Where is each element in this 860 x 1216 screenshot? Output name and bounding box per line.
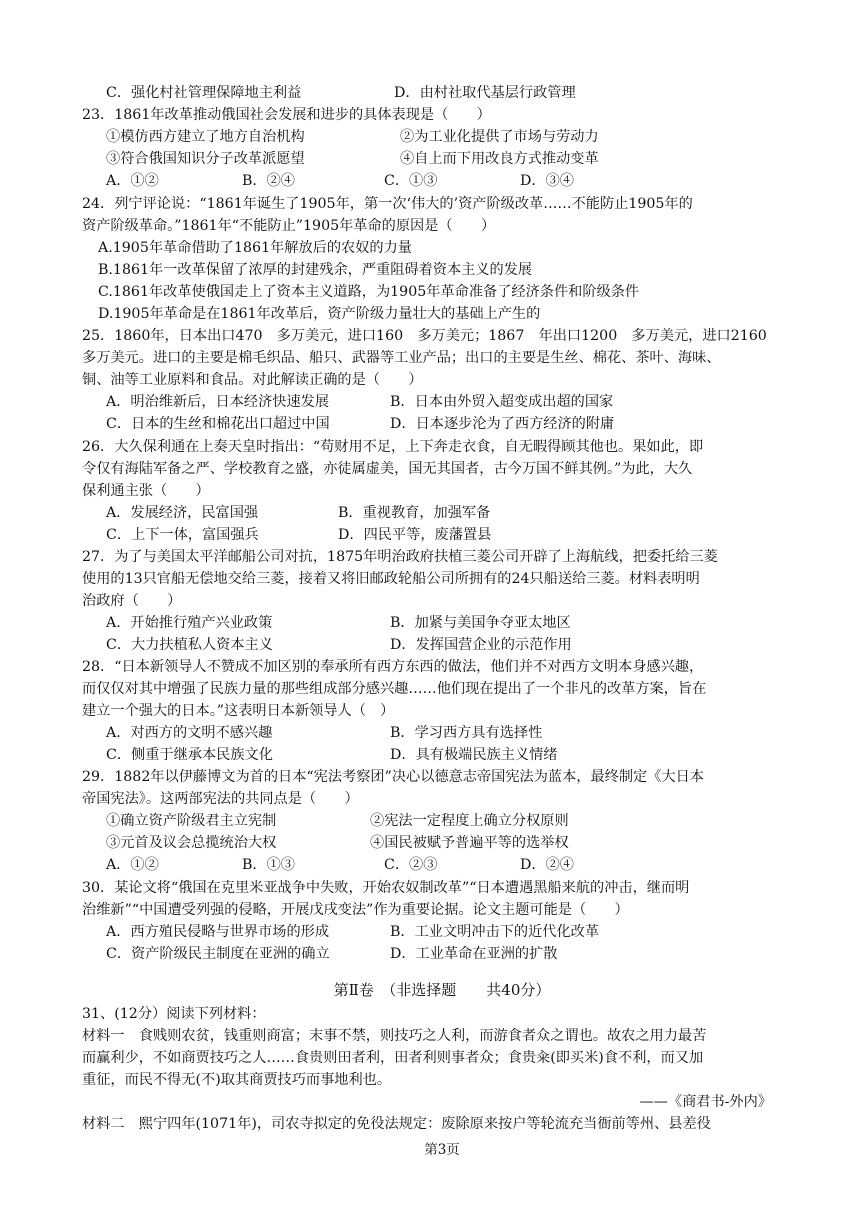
- q23-option-d: D．③④: [520, 173, 574, 189]
- q23-items-row-2: [82, 148, 802, 170]
- q26-stem-line-1: 26．大久保利通在上奏天皇时指出：“苟财用不足，上下奔走衣食，自无暇得顾其他也。果如此，即: [82, 439, 704, 455]
- q28-option-c: C．侧重于继承本民族文化: [106, 747, 273, 763]
- q23-item-4: ④自上而下用改良方式推动变革: [400, 151, 599, 167]
- q24-option-c: C.1861年改革使俄国走上了资本主义道路，为1905年革命准备了经济条件和阶级条件: [98, 284, 640, 300]
- q28-stem-line-2: 而仅仅对其中增强了民族力量的那些组成部分感兴趣……他们现在提出了一个非凡的改革方案，旨在: [82, 681, 707, 697]
- q29-item-2: ②宪法一定程度上确立分权原则: [370, 813, 569, 829]
- q27-option-a: A．开始推行殖产兴业政策: [106, 615, 273, 631]
- q24-option-d: D.1905年革命是在1861年改革后，资产阶级力量壮大的基础上产生的: [98, 306, 541, 322]
- q26-option-c: C．上下一体，富国强兵: [106, 527, 259, 543]
- q23-option-a: A．①②: [106, 173, 159, 189]
- q29-item-3: ③元首及议会总揽统治大权: [106, 835, 277, 851]
- q29-item-4: ④国民被赋予普遍平等的选举权: [370, 835, 569, 851]
- q22-options-row: [82, 82, 802, 104]
- q31-material-1-source: ——《商君书-外内》: [639, 1094, 772, 1110]
- q23-stem: 23．1861年改革推动俄国社会发展和进步的具体表现是（ ）: [82, 107, 491, 123]
- q28-option-b: B．学习西方具有选择性: [390, 725, 543, 741]
- q25-options-row-1: [82, 391, 802, 413]
- q22-option-c: C．强化村社管理保障地主利益: [106, 85, 302, 101]
- q26-stem-line-2: 令仅有海陆军备之严、学校教育之盛，亦徒属虚美，国无其国者，古今万国不鲜其例。”为此，大久: [82, 461, 693, 477]
- q24-stem-line-1: 24．列宁评论说：“1861年诞生了1905年，第一次‘伟大的’资产阶级改革……不能防止1905年的: [82, 196, 693, 212]
- q30-option-d: D．工业革命在亚洲的扩散: [390, 946, 558, 962]
- q27-option-b: B．加紧与美国争夺亚太地区: [390, 615, 571, 631]
- q25-stem-line-2: 多万美元。进口的主要是棉毛织品、船只、武器等工业产品；出口的主要是生丝、棉花、茶叶、海味、: [82, 350, 721, 366]
- q29-stem-line-1: 29．1882年以伊藤博文为首的日本“宪法考察团”决心以德意志帝国宪法为蓝本，最终制定《大日本: [82, 769, 704, 785]
- q26-option-a: A．发展经济，民富国强: [106, 505, 259, 521]
- q27-option-d: D．发挥国营企业的示范作用: [390, 637, 572, 653]
- q29-stem-line-2: 帝国宪法》。这两部宪法的共同点是（ ）: [82, 791, 359, 807]
- q29-option-c: C．②③: [384, 857, 438, 873]
- q29-items-row-1: [82, 810, 802, 832]
- q25-option-c: C．日本的生丝和棉花出口超过中国: [106, 416, 330, 432]
- q28-options-row-2: [82, 744, 802, 766]
- q23-item-1: ①模仿西方建立了地方自治机构: [106, 129, 305, 145]
- q31-stem: 31、(12分）阅读下列材料：: [82, 1006, 266, 1022]
- q30-option-b: B．工业文明冲击下的近代化改革: [390, 924, 600, 940]
- q30-stem-line-2: 治维新”“中国遭受列强的侵略，开展戊戌变法”作为重要论据。论文主题可能是（ ）: [82, 902, 629, 918]
- q29-option-d: D．②④: [520, 857, 574, 873]
- q26-option-d: D．四民平等，废藩置县: [338, 527, 492, 543]
- q27-options-row-1: [82, 612, 802, 634]
- q27-stem-line-1: 27．为了与美国太平洋邮船公司对抗，1875年明治政府扶植三菱公司开辟了上海航线，把委托给三菱: [82, 549, 718, 565]
- q29-item-1: ①确立资产阶级君主立宪制: [106, 813, 277, 829]
- q24-stem-line-2: 资产阶级革命。”1861年“不能防止”1905年革命的原因是（ ）: [82, 218, 496, 234]
- q28-option-a: A．对西方的文明不感兴趣: [106, 725, 273, 741]
- q25-option-b: B．日本由外贸入超变成出超的国家: [390, 394, 614, 410]
- q25-option-a: A．明治维新后，日本经济快速发展: [106, 394, 330, 410]
- q31-material-2-line-1: 材料二 熙宁四年(1071年)，司农寺拟定的免役法规定：废除原来按户等轮流充当衙前等州、县差役: [82, 1116, 711, 1132]
- q26-stem-line-3: 保利通主张（ ）: [82, 483, 210, 499]
- q23-item-3: ③符合俄国知识分子改革派愿望: [106, 151, 305, 167]
- page-number: 第3页: [424, 1142, 460, 1158]
- q30-option-a: A．西方殖民侵略与世界市场的形成: [106, 924, 330, 940]
- q30-options-row-1: [82, 921, 802, 943]
- q26-options-row-1: [82, 502, 802, 524]
- q29-items-row-2: [82, 832, 802, 854]
- q24-option-a: A.1905年革命借助了1861年解放后的农奴的力量: [98, 240, 412, 256]
- q30-option-c: C．资产阶级民主制度在亚洲的确立: [106, 946, 330, 962]
- q24-option-b: B.1861年一改革保留了浓厚的封建残余，严重阻碍着资本主义的发展: [98, 262, 533, 278]
- q29-option-a: A．①②: [106, 857, 159, 873]
- q25-options-row-2: [82, 413, 802, 435]
- q22-option-d: D．由村社取代基层行政管理: [394, 85, 576, 101]
- q30-stem-line-1: 30．某论文将“俄国在克里米亚战争中失败，开始农奴制改革”“日本遭遇黑船来航的冲击，继而明: [82, 880, 690, 896]
- q23-option-b: B．②④: [242, 173, 295, 189]
- q28-stem-line-3: 建立一个强大的日本。”这表明日本新领导人（ ）: [82, 703, 395, 719]
- q31-material-1-line-1: 材料一 食贱则农贫，钱重则商富；末事不禁，则技巧之人利，而游食者众之谓也。故农之用力最苦: [82, 1028, 707, 1044]
- q25-stem-line-3: 铜、油等工业原料和食品。对此解读正确的是（ ）: [82, 372, 423, 388]
- q23-item-2: ②为工业化提供了市场与劳动力: [400, 129, 599, 145]
- q30-options-row-2: [82, 943, 802, 965]
- q31-material-1-line-3: 重征，而民不得无(不)取其商贾技巧而事地利也。: [82, 1072, 392, 1088]
- q27-stem-line-3: 治政府（ ）: [82, 593, 182, 609]
- q25-stem-line-1: 25．1860年，日本出口470 多万美元，进口160 多万美元；1867 年出口1200 多万美元，进口2160: [82, 328, 767, 344]
- q27-option-c: C．大力扶植私人资本主义: [106, 637, 273, 653]
- q31-material-1-line-2: 而赢利少，不如商贾技巧之人……食贵则田者利，田者利则事者众；食贵籴(即买米)食不利，而又加: [82, 1050, 704, 1066]
- q23-items-row-1: [82, 126, 802, 148]
- q28-option-d: D．具有极端民族主义情绪: [390, 747, 558, 763]
- q23-options-row: [82, 170, 802, 192]
- q25-option-d: D．日本逐步沦为了西方经济的附庸: [390, 416, 615, 432]
- q28-stem-line-1: 28．“日本新领导人不赞成不加区别的奉承所有西方东西的做法，他们并不对西方文明本身感兴趣，: [82, 659, 704, 675]
- q27-options-row-2: [82, 634, 802, 656]
- section-2-title: 第Ⅱ卷 （非选择题 共40分）: [333, 981, 551, 999]
- q26-options-row-2: [82, 524, 802, 546]
- q29-options-row: [82, 854, 802, 876]
- q29-option-b: B．①③: [242, 857, 295, 873]
- q26-option-b: B．重视教育，加强军备: [338, 505, 491, 521]
- q28-options-row-1: [82, 722, 802, 744]
- q27-stem-line-2: 使用的13只官船无偿地交给三菱，接着又将旧邮政轮船公司所拥有的24只船送给三菱。材料表明明: [82, 571, 700, 587]
- q23-option-c: C．①③: [384, 173, 438, 189]
